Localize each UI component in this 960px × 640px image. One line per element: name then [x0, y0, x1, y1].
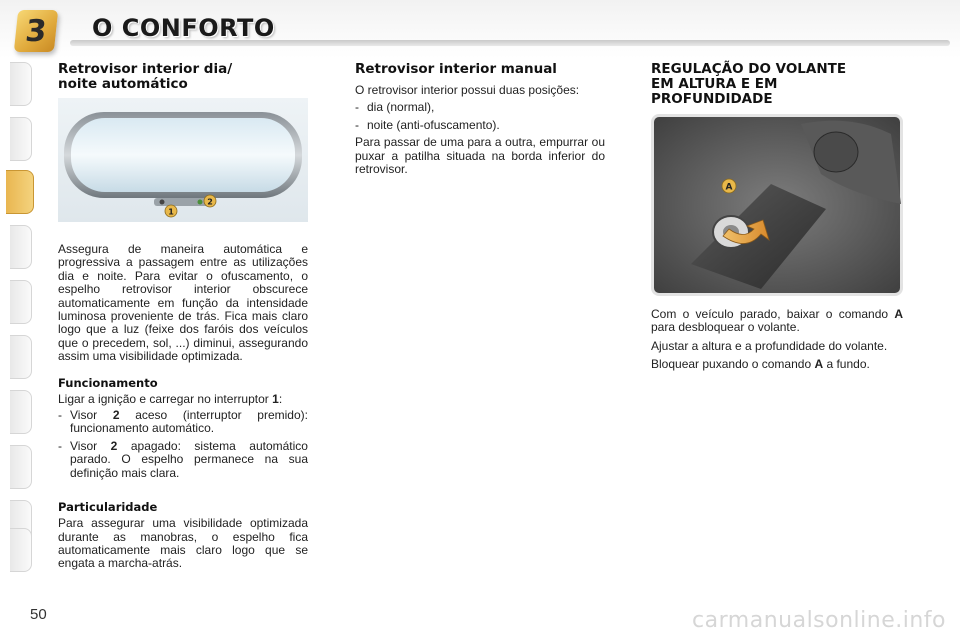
side-tab-6[interactable]: [10, 335, 32, 379]
auto-mirror-title-line2: noite automático: [58, 76, 188, 92]
mirror-label-2: 2: [207, 197, 213, 207]
side-tab-3-active[interactable]: [6, 170, 34, 214]
indicator-ref-2a: 2: [112, 408, 120, 423]
steering-body: [651, 308, 903, 372]
steering-p3-pre: Bloquear puxando o comando: [651, 357, 815, 372]
column-manual-mirror: [355, 62, 605, 176]
switch-ref-1: 1: [272, 391, 279, 406]
steering-title: [651, 62, 903, 107]
chapter-number: 3: [23, 13, 49, 49]
chapter-badge: [14, 10, 58, 52]
column-steering-adjust: [651, 62, 903, 107]
bullet-on-post: aceso (interruptor premido): funcionamento automático.: [70, 408, 308, 436]
manual-mirror-title: Retrovisor interior manual: [355, 61, 557, 77]
side-tab-7[interactable]: [10, 390, 32, 434]
operation-list: [58, 409, 308, 480]
side-tab-10[interactable]: [10, 528, 32, 572]
mirror-label-1: 1: [168, 207, 174, 217]
bullet-off-post: apagado: sistema automático parado. O espelho permanece na sua definição mais clara.: [70, 438, 308, 480]
side-tab-2[interactable]: [10, 117, 32, 161]
chapter-title: O CONFORTO: [92, 14, 275, 42]
side-tab-1[interactable]: [10, 62, 32, 106]
indicator-ref-2b: 2: [110, 438, 118, 453]
particularity-text: Para assegurar uma visibilidade optimizada durante as manobras, o espelho fica automaticamente mais claro logo que se engata a marcha-atrás.: [58, 516, 308, 571]
steering-title-line2: EM ALTURA E EM: [651, 76, 778, 92]
particularity-subtitle: Particularidade: [58, 500, 158, 515]
auto-mirror-title-line1: Retrovisor interior dia/: [58, 61, 233, 77]
chapter-side-tabs: [6, 62, 34, 572]
auto-mirror-title: [58, 62, 308, 92]
steering-p1-pre: Com o veículo parado, baixar o comando: [651, 307, 895, 321]
steering-lock-text: [651, 358, 903, 371]
control-ref-a2: A: [814, 357, 824, 372]
column-auto-mirror: [58, 62, 308, 92]
auto-mirror-intro: Assegura de maneira automática e progressiva a passagem entre as utilizações dia e noite. Para evitar o ofuscamento, o espelho retrovisor interior obscurece automaticamente em função da intensidade luminosa proveniente de trás. Fica mais claro logo que a luz (feixe dos faróis dos veículos que o precedem, sol, ...) diminui, assegurando assim uma visibilidade optimizada.: [58, 242, 308, 364]
manual-mirror-list: [355, 101, 605, 132]
steering-adjust-illustration: [651, 114, 903, 296]
side-tab-4[interactable]: [10, 225, 32, 269]
steering-adjust-text: Ajustar a altura e a profundidade do volante.: [651, 338, 888, 353]
auto-mirror-body: [58, 243, 308, 571]
steering-label-a: A: [725, 182, 733, 193]
manual-mirror-intro: O retrovisor interior possui duas posições:: [355, 83, 580, 97]
operation-text-post: :: [278, 391, 283, 406]
steering-p3-post: a fundo.: [823, 357, 870, 372]
page-number: 50: [30, 606, 47, 623]
operation-text-pre: Ligar a ignição e carregar no interruptor: [58, 391, 273, 406]
bullet-on-pre: Visor: [70, 408, 113, 423]
operation-bullet-on: [58, 409, 308, 436]
control-ref-a1: A: [894, 307, 903, 321]
steering-unlock-text: [651, 308, 903, 335]
manual-mirror-text: Para passar de uma para a outra, empurrar ou puxar a patilha situada na borda inferior do retrovisor.: [355, 135, 605, 177]
side-tab-5[interactable]: [10, 280, 32, 324]
manual-mirror-bullet-night: - noite (anti-ofuscamento).: [355, 119, 605, 132]
auto-mirror-illustration: [58, 98, 308, 222]
operation-bullet-off: [58, 440, 308, 480]
steering-title-line1: REGULAÇÃO DO VOLANTE: [651, 61, 847, 77]
watermark: carmanualsonline.info: [692, 608, 946, 633]
side-tab-8[interactable]: [10, 445, 32, 489]
operation-text: [58, 393, 308, 406]
steering-p1-post: para desbloquear o volante.: [651, 320, 800, 335]
steering-title-line3: PROFUNDIDADE: [651, 91, 773, 107]
bullet-off-pre: Visor: [70, 438, 111, 453]
manual-mirror-bullet-day: - dia (normal),: [355, 101, 605, 114]
operation-subtitle: Funcionamento: [58, 375, 158, 390]
